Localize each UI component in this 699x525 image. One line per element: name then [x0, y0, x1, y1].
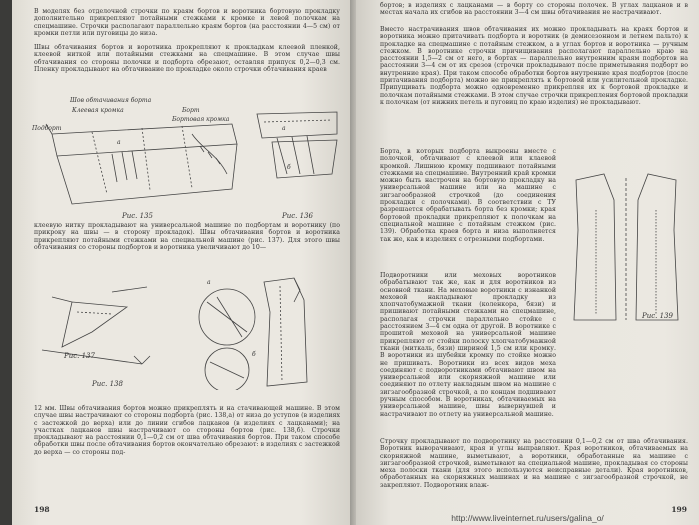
right-page	[356, 0, 699, 525]
fig136-bottom	[272, 140, 337, 178]
fig138-label-a: а	[207, 279, 211, 286]
left-page	[12, 0, 352, 525]
right-paragraph-5: Строчку прокладывают по подворотнику на расстоянии 0,1—0,2 см от шва обтачивания. Воротник выворачивают, края и углы выправляют. Края воротников, обтачиваемых на скорняжной машине, выметывают, а воротники, обработанные на машине с зигзагообразной строчкой, выметывают на специальной машине, прокладывая со стороны меха полоски ткани (для этого используются неисправные детали). Края воротников, обработанных на скорняжных машинах и на машине с зигзагообразной строчкой, не закрепляют. Подворотник влаж-	[380, 438, 688, 489]
fig135-label-bort: Борт	[182, 107, 200, 114]
fig136-label-b: б	[287, 164, 291, 171]
right-paragraph-2: Вместо настрачивания швов обтачивания их можно прокладывать на краях бортов и воротника можно притачивать подборта и воротник (в демисезонном и летнем пальто) к прокладке на спецмашине с потайным стежком, а в углах бортов и воротника — ручным стежком. В воротнике строчки причищивания располагают параллельно краю на расстоянии 1,5—2 см от него, в бортах — параллельно внутренним краям подбортов на расстоянии 3—4 см от их срезов (строчки прокладывают после приметывания подборт во внутренние края). При таком способе обработки бортов внутренние края подбортов (после притачивания подборта) можно не прикреплять к бортовой или усилительной прокладке. Припущивать подборта можно одновременно прикрепляя их к бортовой прокладке и полочкам потайными стежками. В этом случае строчки прикрепления бортовой прокладки к полочкам (от нижних петель и пуговиц по краю изделия) не прокладывают.	[380, 26, 688, 106]
fig135-label-a: а	[117, 139, 121, 146]
left-paragraph-2: Швы обтачивания бортов и воротника прокрепляют к прокладкам клеевой пленкой, клеевой ниткой или потайными стежками на спецмашине. В этом случае швы обтачивания со стороны полочки и подборта обрезают, оставляя припуск 0,2—0,3 см. Пленку прокладывают на обтачивание по прокладке около строчки обтачивания краев	[34, 44, 340, 73]
fig138-caption: Рис. 138	[92, 380, 123, 388]
fig137-fold	[62, 302, 127, 347]
right-paragraph-3: Борта, в которых подборта выкроены вместе с полочкой, обтачивают с клеевой или клаевой кромкой. Лишнюю кромку подшивают потайными стежками на спецмашине. Внутренний край кромки можно быть настрочен на бортовую прокладку на универсальной машине или на машине с зигзагообразной строчкой (до соединения прокладки с полочками). В соответствии с ТУ разрешается обрабатывать борта без кромки; края бортовой прокладки прикрепляют к полочкам на специальной машине с потайным стежком (рис. 139). Обработка краев борта и низа выполняется так же, как в изделиях с отрезными подбортами.	[380, 148, 556, 243]
figure-135-136	[32, 94, 342, 214]
fig135-label-edge: Бортовая кромка	[172, 116, 230, 123]
fig135-label-tape: Клеевая кромка	[72, 107, 124, 114]
left-paragraph-1: В моделях без отделочной строчки по краям бортов и воротника бортовую прокладку дополнительно прикрепляют потайными стежками к кромке и левой полочкам на спецмашине. Строчки располагают параллельно краям бортов (на расстоянии 4—5 см) от кромки петли или пуговицы до низа.	[34, 8, 340, 37]
figure-139	[566, 170, 686, 330]
figure-137-138	[32, 272, 342, 390]
fig135-label-seam: Шов обтачивания борта	[70, 97, 152, 104]
fig139-left-shelf	[574, 174, 616, 320]
right-paragraph-4: Подворотники или меховых воротников обрабатывают так же, как и для воротников из основной ткани. На меховые воротники с изнанкой меховой накладывают прокладку из хлопчатобумажной ткани (коленкора, бязи) и пришивают потайными стежками на спецмашине, располагая строчки параллельно стойке с расстоянием 3—4 см одна от другой. В воротнике с прошитой меховой на универсальной машине прикрепляют от стойки полоску хлопчатобумажной ткани (миткаль, бязи) шириной 1,5 см или кромку. В воротники из шубейки кромку по стойке можно не пришивать. Воротники из всех видов меха соединяют с подворотниками обтачивают швом на универсальной или скорняжной машине или соединяют по отлету накладным швом на машине с зигзагообразной строчкой, а по концам подшивают ручным способом. В воротниках, обтачиваемых на универсальной машине, швы вывернувшей и настрачивают по отлету на универсальной машине.	[380, 272, 556, 418]
background-edge	[0, 0, 12, 525]
page-number-left: 198	[34, 505, 50, 514]
fig136-top	[257, 112, 337, 138]
page-number-right: 199	[671, 505, 687, 514]
fig138-label-b: б	[252, 351, 256, 358]
fig139-caption: Рис. 139	[642, 312, 673, 320]
fig138-jacket	[264, 278, 307, 386]
fig138-circle-bottom	[205, 348, 249, 390]
fig136-caption: Рис. 136	[282, 212, 313, 220]
fig137-caption: Рис. 137	[64, 352, 95, 360]
fig136-label-a: а	[282, 125, 286, 132]
fig135-panel	[52, 124, 237, 156]
left-paragraph-3: клеевую нитку прокладывают на универсальной машине по подбортам и воротнику (по прикроку на швы — в сторону прокладок). Швы обтачивания бортов и воротника прикрепляют потайными стежками на специальной машине (рис. 137). Для этого швы обтачивания со стороны подбортов и воротника увеличивают до 10—	[34, 222, 340, 251]
footer-url: http://www.liveinternet.ru/users/galina_o/	[451, 513, 604, 523]
fig135-caption: Рис. 135	[122, 212, 153, 220]
fig135-label-facing: Подборт	[32, 125, 62, 132]
right-paragraph-1: бортов; в изделиях с лацканами — в борту со стороны полочек. В углах лацканов и в местах начала их сгибов на расстоянии 3—4 см швы обтачивания не настрачивают.	[380, 2, 688, 17]
fig139-right-shelf	[636, 174, 678, 320]
left-paragraph-4: 12 мм. Швы обтачивания бортов можно прикреплять и на стачивающей машине. В этом случае швы настрачивают со стороны подборта (рис. 138,а) от низа до уступов (в изделиях с застежкой до верха) или до линии сгибов лацканов (в изделиях с лацканами); на участках лацканов швы настрачивают со стороны бортов (рис. 138,б). Строчки прокладывают на расстоянии 0,1—0,2 см от шва обтачивания бортов. При таком способе обработки швы после обтачивания бортов окончательно обрезают: в изделиях с застежкой до верха — со стороны под-	[34, 405, 340, 456]
